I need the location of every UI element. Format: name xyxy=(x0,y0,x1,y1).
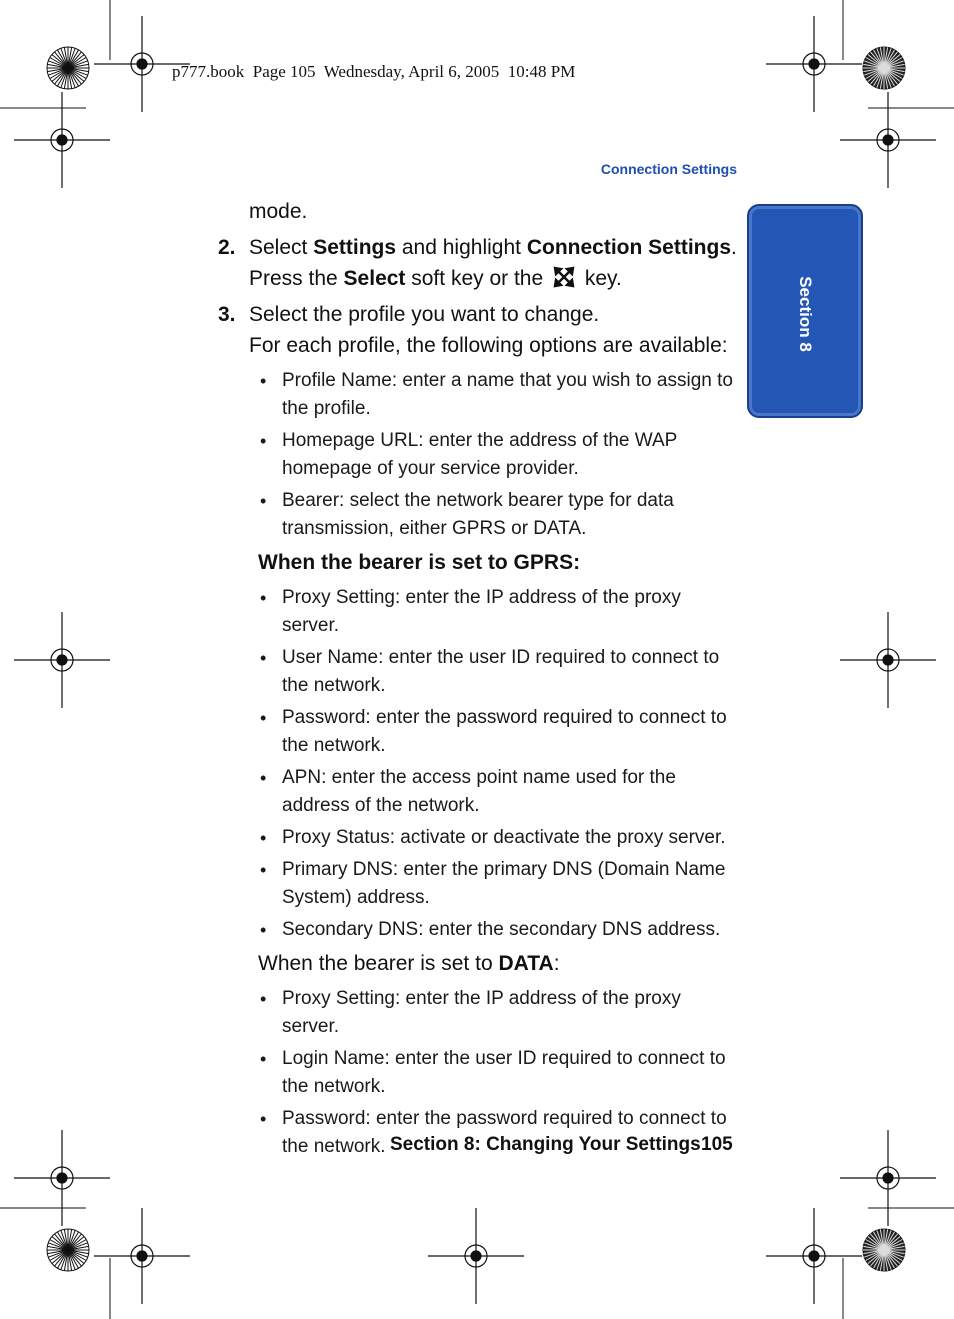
gprs-heading: When the bearer is set to GPRS: xyxy=(258,551,581,574)
section-tab-label: Section 8 xyxy=(796,276,815,352)
color-bar-star-icon xyxy=(47,1229,89,1271)
list-item: • Proxy Status: activate or deactivate the proxy server. xyxy=(258,824,743,852)
continuation-text: mode. xyxy=(249,200,308,223)
list-item: • Proxy Setting: enter the IP address of the proxy server. xyxy=(258,584,743,640)
step-2-line-1: Select Settings and highlight Connection Settings. xyxy=(249,236,737,259)
main-content xyxy=(218,196,743,1165)
color-bar-star-icon xyxy=(47,47,89,89)
list-item: • Proxy Setting: enter the IP address of the proxy server. xyxy=(258,985,743,1041)
color-bar-star-icon xyxy=(863,47,905,89)
list-item: • Password: enter the password required to connect to the network. xyxy=(258,704,743,760)
section-tab xyxy=(747,204,863,418)
footer-section-title: Section 8: Changing Your Settings xyxy=(390,1134,701,1155)
select-term: Select xyxy=(343,267,406,290)
step-3 xyxy=(218,299,743,361)
data-heading: When the bearer is set to DATA: xyxy=(258,952,560,975)
list-item: • Password: enter the password required to connect to the network. xyxy=(258,1105,743,1161)
list-item: • Profile Name: enter a name that you wish to assign to the profile. xyxy=(258,367,743,423)
step-2-line-2: Press the Select soft key or the key. xyxy=(249,267,622,290)
connection-settings-term: Connection Settings xyxy=(526,236,731,259)
step-number: 3. xyxy=(218,303,236,326)
profile-options-list xyxy=(258,367,743,543)
list-item: • Bearer: select the network bearer type for data transmission, either GPRS or DATA. xyxy=(258,487,743,543)
step-3-line-2: For each profile, the following options are available: xyxy=(249,334,728,357)
four-way-nav-key-icon xyxy=(552,265,576,289)
list-item: • Homepage URL: enter the address of the WAP homepage of your service provider. xyxy=(258,427,743,483)
step-number: 2. xyxy=(218,236,236,259)
running-head: Connection Settings xyxy=(600,161,737,177)
list-item: • User Name: enter the user ID required to connect to the network. xyxy=(258,644,743,700)
list-item: • APN: enter the access point name used for the address of the network. xyxy=(258,764,743,820)
print-header: p777.book Page 105 Wednesday, April 6, 2005 10:48 PM xyxy=(172,62,576,81)
step-2 xyxy=(218,232,743,294)
page-number: 105 xyxy=(701,1134,733,1155)
gprs-options-list xyxy=(258,584,743,944)
list-item: • Primary DNS: enter the primary DNS (Domain Name System) address. xyxy=(258,856,743,912)
step-3-line-1: Select the profile you want to change. xyxy=(249,303,600,326)
color-bar-star-icon xyxy=(863,1229,905,1271)
settings-term: Settings xyxy=(313,236,397,259)
list-item: • Login Name: enter the user ID required to connect to the network. xyxy=(258,1045,743,1101)
list-item: • Secondary DNS: enter the secondary DNS address. xyxy=(258,916,743,944)
